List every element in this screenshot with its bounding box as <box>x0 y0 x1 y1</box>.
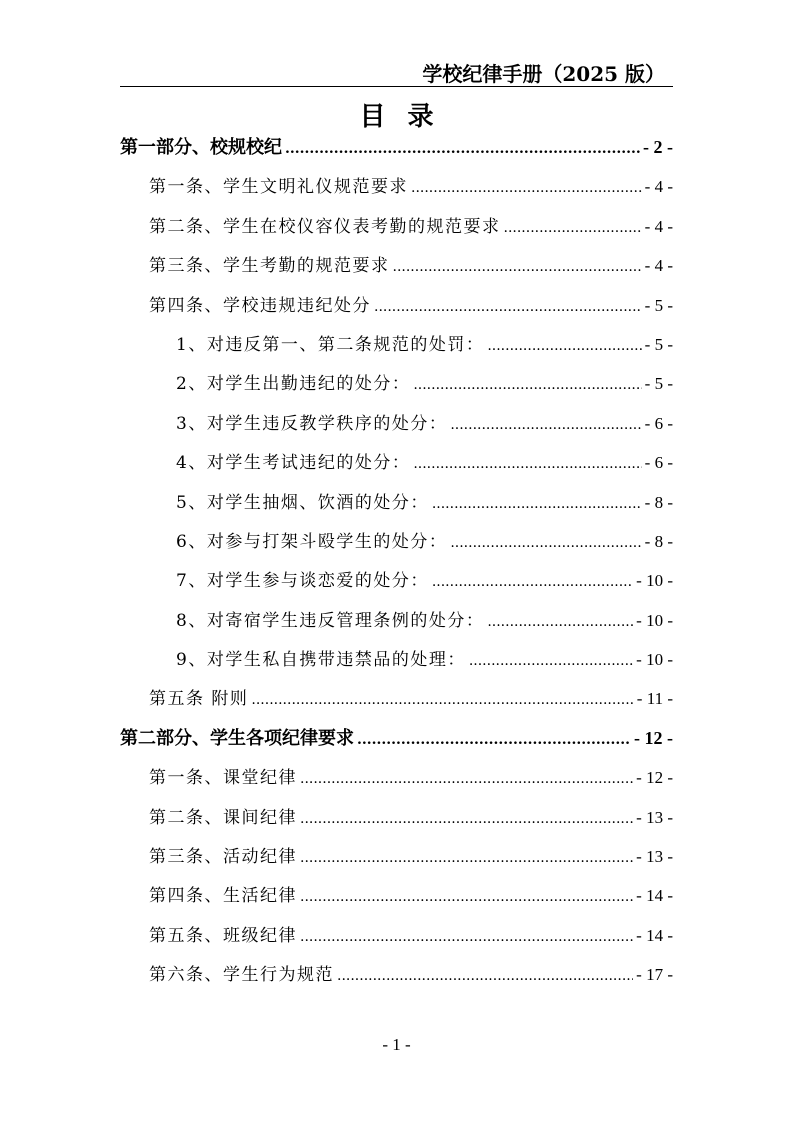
toc-entry[interactable] <box>120 561 673 600</box>
toc-entry-label: 9、对学生私自携带违禁品的处理： <box>176 650 466 671</box>
toc-dot-leader <box>300 839 633 878</box>
toc-dot-leader <box>251 681 633 720</box>
toc-entry-label: 第一条、课堂纪律 <box>149 768 297 789</box>
toc-entry[interactable] <box>120 876 673 915</box>
toc-entry-page: - 10 - <box>636 571 673 591</box>
toc-entry-page: - 6 - <box>644 413 673 433</box>
toc-dot-leader <box>300 878 633 917</box>
toc-entry[interactable] <box>120 364 673 403</box>
toc-entry-page: - 2 - <box>643 137 673 157</box>
toc-dot-leader <box>300 760 633 799</box>
toc-entry-page: - 14 - <box>636 886 673 906</box>
toc-entry-label: 第三条、学生考勤的规范要求 <box>149 256 390 277</box>
toc-entry[interactable] <box>120 955 673 994</box>
toc-entry-label: 第一部分、校规校纪 <box>120 137 282 158</box>
toc-entry-page: - 12 - <box>636 768 673 788</box>
toc-entry-label: 第二条、课间纪律 <box>149 807 297 828</box>
toc-entry[interactable] <box>120 719 673 758</box>
toc-entry-page: - 8 - <box>644 492 673 512</box>
toc-entry[interactable] <box>120 246 673 285</box>
toc-entry[interactable] <box>120 404 673 443</box>
toc-entry[interactable] <box>120 798 673 837</box>
toc-entry-label: 第一条、学生文明礼仪规范要求 <box>149 177 408 198</box>
toc-entry-label: 第四条、生活纪律 <box>149 886 297 907</box>
toc-title: 目录 <box>359 102 456 132</box>
toc-entry-page: - 14 - <box>636 925 673 945</box>
toc-dot-leader <box>300 918 633 957</box>
toc-dot-leader <box>450 524 641 563</box>
toc-dot-leader <box>393 248 642 287</box>
toc-entry-label: 4、对学生考试违纪的处分： <box>176 453 411 474</box>
toc-dot-leader <box>413 445 641 484</box>
toc-dot-leader <box>450 406 641 445</box>
toc-entry-label: 第五条、班级纪律 <box>149 925 297 946</box>
toc-dot-leader <box>300 800 633 839</box>
toc-dot-leader <box>357 721 631 760</box>
page-header-title: 学校纪律手册（2025 版） <box>422 62 665 86</box>
toc-entry-label: 第六条、学生行为规范 <box>149 965 334 986</box>
toc-entry-label: 1、对违反第一、第二条规范的处罚： <box>176 334 485 355</box>
toc-entry[interactable] <box>120 325 673 364</box>
toc-entry-page: - 11 - <box>636 689 673 709</box>
toc-entry-page: - 13 - <box>636 847 673 867</box>
toc-entry-label: 第五条 附则 <box>149 689 249 710</box>
toc-entry-page: - 5 - <box>644 334 673 354</box>
toc-dot-leader <box>432 563 633 602</box>
toc-entry-page: - 17 - <box>636 965 673 985</box>
toc-entry[interactable] <box>120 483 673 522</box>
toc-entry-label: 8、对寄宿学生违反管理条例的处分： <box>176 610 485 631</box>
toc-dot-leader <box>285 130 640 169</box>
toc-entry-page: - 6 - <box>644 453 673 473</box>
toc-entry-page: - 5 - <box>644 295 673 315</box>
toc-entry-page: - 4 - <box>644 216 673 236</box>
toc-dot-leader <box>411 169 642 208</box>
toc-entry[interactable] <box>120 679 673 718</box>
toc-entry-label: 第二部分、学生各项纪律要求 <box>120 727 354 749</box>
header-rule <box>120 86 673 87</box>
table-of-contents <box>120 128 673 995</box>
toc-dot-leader <box>487 603 633 642</box>
toc-entry-page: - 10 - <box>636 650 673 670</box>
toc-entry[interactable] <box>120 837 673 876</box>
toc-dot-leader <box>469 642 633 681</box>
toc-entry[interactable] <box>120 286 673 325</box>
toc-entry-label: 第四条、学校违规违纪处分 <box>149 295 371 316</box>
toc-dot-leader <box>374 288 642 327</box>
toc-dot-leader <box>504 209 642 248</box>
toc-entry-label: 2、对学生出勤违纪的处分： <box>176 374 411 395</box>
toc-entry-label: 5、对学生抽烟、饮酒的处分： <box>176 492 429 513</box>
toc-dot-leader <box>432 485 642 524</box>
toc-entry-page: - 13 - <box>636 807 673 827</box>
toc-entry-label: 7、对学生参与谈恋爱的处分： <box>176 571 429 592</box>
toc-entry-label: 第三条、活动纪律 <box>149 847 297 868</box>
toc-entry[interactable] <box>120 167 673 206</box>
toc-dot-leader <box>413 366 641 405</box>
toc-entry-page: - 5 - <box>644 374 673 394</box>
toc-entry-page: - 12 - <box>634 727 673 748</box>
toc-entry-page: - 8 - <box>644 531 673 551</box>
toc-entry-label: 第二条、学生在校仪容仪表考勤的规范要求 <box>149 216 501 237</box>
toc-entry-label: 6、对参与打架斗殴学生的处分： <box>176 531 448 552</box>
toc-dot-leader <box>337 957 633 996</box>
toc-entry[interactable] <box>120 207 673 246</box>
page-number: - 1 - <box>382 1035 411 1054</box>
toc-dot-leader <box>487 327 641 366</box>
toc-entry[interactable] <box>120 640 673 679</box>
toc-entry[interactable] <box>120 916 673 955</box>
toc-entry-page: - 4 - <box>644 256 673 276</box>
toc-entry-page: - 4 - <box>644 177 673 197</box>
toc-entry-page: - 10 - <box>636 610 673 630</box>
toc-entry[interactable] <box>120 601 673 640</box>
toc-entry-label: 3、对学生违反教学秩序的处分： <box>176 413 448 434</box>
toc-entry[interactable] <box>120 443 673 482</box>
toc-entry[interactable] <box>120 128 673 167</box>
toc-entry[interactable] <box>120 522 673 561</box>
toc-entry[interactable] <box>120 758 673 797</box>
